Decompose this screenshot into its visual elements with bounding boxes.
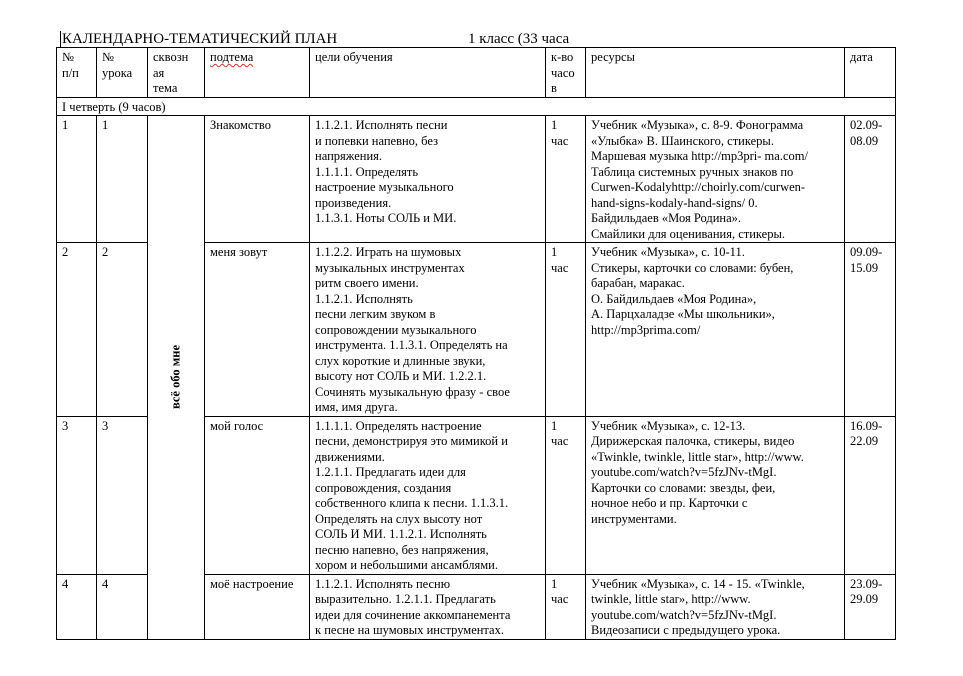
cell-subtopic: меня зовут <box>205 243 310 417</box>
cell-resources: Учебник «Музыка», с. 8-9. Фонограмма «Улыбка» В. Шаинского, стикеры. Маршевая музыка http://mp3pri- ma.com/ Таблица системных ручных знаков по Curwen-Kodalyhttp://choirly.com/curwen- hand-signs-kodaly-hand-signs/ 0. Байдильдаев «Моя Родина». Смайлики для оценивания, стикеры. <box>586 116 845 243</box>
cell-num: 2 <box>57 243 97 417</box>
quarter-label: I четверть (9 часов) <box>57 97 896 116</box>
grade-label: 1 класс (33 часа <box>468 31 570 47</box>
cell-hours: 1 час <box>546 243 586 417</box>
cell-num: 3 <box>57 416 97 574</box>
cell-hours: 1 час <box>546 116 586 243</box>
cell-lesson: 3 <box>97 416 148 574</box>
cell-goals: 1.1.2.1. Исполнять песню выразительно. 1.2.1.1. Предлагать идеи для сочинение аккомпанемента к песне на шумовых инструментах. <box>310 574 546 639</box>
cell-resources: Учебник «Музыка», с. 14 - 15. «Twinkle, twinkle, little star», http://www. youtube.com/watch?v=5fzJNv-tMgI. Видеозаписи с предыдущего урока. <box>586 574 845 639</box>
cell-date: 02.09- 08.09 <box>845 116 896 243</box>
cell-lesson: 4 <box>97 574 148 639</box>
title-line <box>62 30 892 48</box>
cell-date: 09.09- 15.09 <box>845 243 896 417</box>
cell-hours: 1 час <box>546 574 586 639</box>
header-theme: сквозн ая тема <box>148 48 205 98</box>
cell-goals: 1.1.2.2. Играть на шумовых музыкальных инструментах ритм своего имени. 1.1.2.1. Исполнять песни легким звуком в сопровождении музыкального инструмента. 1.1.3.1. Определять на слух короткие и длинные звуки, высоту нот СОЛЬ и МИ. 1.2.2.1. Сочинять музыкальную фразу - свое имя, имя друга. <box>310 243 546 417</box>
cell-subtopic: моё настроение <box>205 574 310 639</box>
cell-lesson: 1 <box>97 116 148 243</box>
cell-hours: 1 час <box>546 416 586 574</box>
cell-goals: 1.1.2.1. Исполнять песни и попевки напевно, без напряжения. 1.1.1.1. Определять настроение музыкального произведения. 1.1.3.1. Ноты СОЛЬ и МИ. <box>310 116 546 243</box>
through-theme-label: всё обо мне <box>168 345 183 410</box>
cell-num: 4 <box>57 574 97 639</box>
cell-date: 16.09- 22.09 <box>845 416 896 574</box>
cell-through-theme <box>148 116 205 640</box>
header-lesson: № урока <box>97 48 148 98</box>
header-row <box>57 48 896 98</box>
cell-goals: 1.1.1.1. Определять настроение песни, демонстрируя это мимикой и движениями. 1.2.1.1. Предлагать идеи для сопровождения, создания собственного клипа к песни. 1.1.3.1. Определять на слух высоту нот СОЛЬ И МИ. 1.1.2.1. Исполнять песню напевно, без напряжения, хором и небольшими ансамблями. <box>310 416 546 574</box>
calendar-plan-table <box>56 47 896 640</box>
cell-resources: Учебник «Музыка», с. 10-11. Стикеры, карточки со словами: бубен, барабан, маракас. О. Байдильдаев «Моя Родина», А. Парцхаладзе «Мы школьники», http://mp3prima.com/ <box>586 243 845 417</box>
cell-subtopic: Знакомство <box>205 116 310 243</box>
cell-date: 23.09- 29.09 <box>845 574 896 639</box>
document-title: КАЛЕНДАРНО-ТЕМАТИЧЕСКИЙ ПЛАН <box>62 31 338 47</box>
header-date: дата <box>845 48 896 98</box>
table-row <box>57 116 896 243</box>
header-resources: ресурсы <box>586 48 845 98</box>
header-hours: к-во часо в <box>546 48 586 98</box>
text-cursor <box>60 31 61 47</box>
header-goals: цели обучения <box>310 48 546 98</box>
cell-lesson: 2 <box>97 243 148 417</box>
quarter-row <box>57 97 896 116</box>
header-num: № п/п <box>57 48 97 98</box>
header-subtopic: подтема <box>205 48 310 98</box>
cell-num: 1 <box>57 116 97 243</box>
cell-resources: Учебник «Музыка», с. 12-13. Дирижерская палочка, стикеры, видео «Twinkle, twinkle, little star», http://www. youtube.com/watch?v=5fzJNv-tMgI. Карточки со словами: звезды, феи, ночное небо и пр. Карточки с инструментами. <box>586 416 845 574</box>
cell-subtopic: мой голос <box>205 416 310 574</box>
